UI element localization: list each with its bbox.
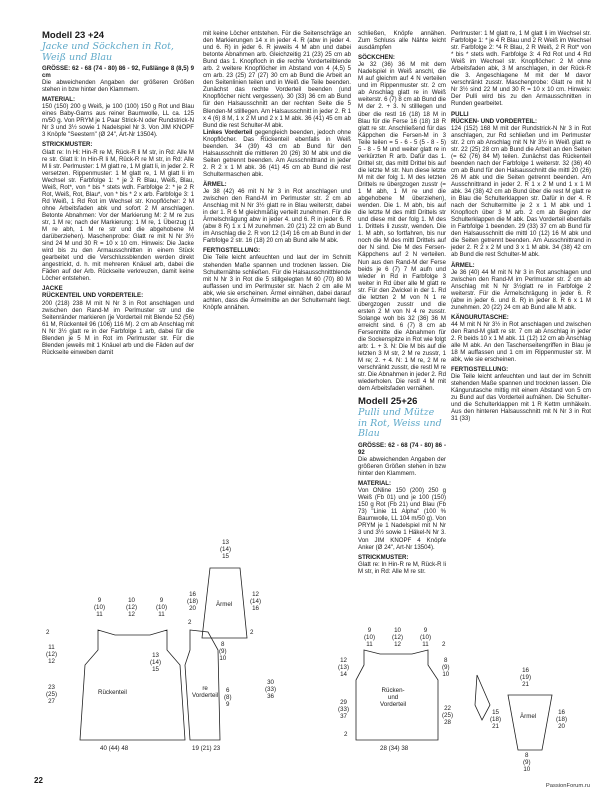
model-25-subtitle: Pulli und Mütze in Rot, Weiss und Blau [358,407,442,440]
column-middle [203,30,351,311]
material-heading-2: MATERIAL: [358,480,392,488]
pulli-dim-left-a: 12 (13) 14 [338,657,350,678]
sleeve-piece-label: Ärmel [216,601,233,608]
pulli-dim-bottom: 28 (34) 38 [380,745,409,752]
material-text-2: Von ONline 150 (200) 250 g Weiß (Fb 01) und je 100 (150) 150 g Rot (Fb 21) und Blau (Fb 73) "Linie 11 Alpha" (100 % Baumwolle, LL 104 m/50 g). Von PRYM je 1 Nadelspiel mit N Nr 3 und 3½ sowie 1 Häkel-N Nr 3. Von JIM KNOPF 4 Knöpfe Anker (Ø 24", Art-Nr 13504). [358,487,446,551]
pulli-dim-top-b: 10 (12) 12 [392,627,404,648]
pulli-dim-right-a: 8 (9) 10 [442,657,450,678]
pulli-dim-sleeve-top: 16 (19) 21 [520,667,532,688]
pulli-dim-sleeve-right: 16 (18) 20 [556,709,568,730]
model-25-title: Modell 25+26 [358,396,418,408]
pulli-dim-left-b: 29 (33) 37 [338,699,350,720]
dim-bottom-front: 19 (21) 23 [192,745,221,752]
pulli-schematic [330,610,600,773]
jacke-schematic [40,540,280,770]
dim-sleeve-left2: 2 [250,629,254,636]
pulli-patterns-text: Perlmuster: 1 M glatt re, 1 M glatt li im Wechsel str. Farbfolge 1: * je 4 R Blau und 2 R Weiß im Wechsel str. Farbfolge 2: *4 R Blau, 2 R Weiß, 2 R Rot* von * bis * stets wdh. Farbfolge 3: 4 Rd Rot und 4 Rd Weiß im Wechsel str. Knopflöcher: 2 M ohne Arbeitsfaden abk, 3 M anschlagen, in der Rück-R die 3. Angeschlagene M mit der M davor verschränkt zusstr. Maschenprobe: Glatt re mit N Nr 3½ sind 22 M und 30 R = 10 x 10 cm. Hinweis: Der Pulli wird bis zu den Armausschnitten in Runden gearbeitet. [451,30,591,108]
column-right [451,30,591,423]
pulli-dim-right-b: 22 (25) 28 [442,705,454,726]
dim-top-a: 9 (10) 11 [94,597,106,618]
dim-left-a: 2 [46,629,50,636]
dim-right-b: 30 (33) 36 [265,679,277,700]
stitch-heading: STRICKMUSTER: [42,141,93,149]
jacke-continued-text: mit keine Löcher entstehen. Für die Seitenschräge an den Markierungen 14 x in jeder 4. R (abw in jeder 4. und 6. R) in jeder 6. R jeweils 4 M abn und dabei betonte Abnahmen arb. Gleichzeitig 21 (23) 25 cm ab Bund das 1. Knopfloch in die rechte Vorderteilblende arb. 2 weitere Knopflöcher im Abstand von 4 (4,5) 5 cm arb. 23 (25) 27 (27) 30 cm ab Bund die Arbeit an den Seitenlinien teilen und in Weiß die Teile beenden. Zunächst das rechte Vorderteil beenden (und Knopflöcher nicht vergessen). 30 (33) 36 cm ab Bund für den Halsausschnitt an der rechten Seite die 5 Blenden-M stilllegen. Am Halsausschnitt in jeder 2. R 1 x 4 (6) 8 M, 1 x 2 M und 2 x 1 M abk. 36 (41) 45 cm ab Bund die rest Schulter-M abk. [203,30,352,129]
dim-bottom-back: 40 (44) 48 [100,745,129,752]
jacke-subheading: RÜCKENTEIL UND VORDERTEILE: [42,292,144,300]
dim-sleeve-right: 12 (14) 16 [250,591,262,612]
pulli-dim-right-top: 2 [442,641,446,648]
material-heading: MATERIAL: [42,96,76,104]
jacke-text: 200 (218) 238 M mit N Nr 3 in Rot anschlagen und zwischen den Rand-M im Perlmuster str und die Seitenränder markieren (je Vorderteil mit Blende 52 (56) 61 M, Rückenteil 96 (106) 116 M). 2 cm ab Anschlag mit N Nr 3½ glatt re in der Farbfolge 1 arb, dabei für die Blenden je 5 M in Rot im Perlmuster str. Für die Blenden jeweils mit 1 Knäuel arb und die Fäden auf der Rückseite einweben damit [42,299,194,356]
column-third [358,30,446,575]
pulli-sleeve-label: Ärmel [520,713,537,720]
size-line-2: GRÖSSE: 62 - 68 (74 - 80) 86 - 92 [358,441,446,456]
stitch-text-2: Glatt re: In Hin-R re M, Rück-R li M str, in Rd: Alle M re str. [358,560,446,575]
dim-left-b: 11 (12) 12 [46,644,58,665]
pulli-dim-sleeve-left: 15 (18) 21 [490,709,502,730]
stitch-text: Glatt re: In Hi: Hin-R re M, Rück-R li M str, in Rd: Alle M re str. Glatt li: In Hin-R li M, Rück-R re M str, in Rd: Alle M li str. Perlmuster: 1 M glatt re, 1 M glatt li, in jeder 2. R versetzen. Rippenmuster: 1 M glatt re, 1 M glatt li im Wechsel str. Farbfolge 1: * je 2 R Blau, Weiß, Blau, Weiß, Rot*, von * bis * stets wdh. Farbfolge 2: * je 2 R Rot, Weiß, Rot, Blau*, von * bis * 2 x arb. Farbfolge 3: 1 Rd Weiß, 1 Rd Rot im Wechsel str. Knopflöcher: 2 M ohne Arbeitsfaden abk und sofort 2 M anschlagen. Betonte Abnahmen: Vor der Markierung M: 2 M re zus str, 1 M re; nach der Markierung: 1 M re, 1 Überzug (1 M re abh, 1 M re str und die abgehobene M darüberziehen). Maschenprobe: Glatt re mit N Nr 3½ sind 24 M und 30 R = 10 x 10 cm. Hinweis: Die Jacke wird bis zu den Armausschnitten in einem Stück gearbeitet und die Verschlussblenden werden direkt angestrickt, d. h. mit mehreren Knäuel arb, dabei die Fäden auf der Arb. Rückseite verkreuzen, damit keine Löcher entstehen. [42,148,194,283]
watermark: PassionForum.ru [545,783,590,789]
pulli-dim-top-c: 9 (10) 11 [420,627,432,648]
fertigstellung-heading: FERTIGSTELLUNG: [203,247,261,255]
jacke-heading: JACKE [42,285,63,293]
dim-right-c: 6 (8) 9 [224,687,232,708]
dim-left-c: 23 (25) 27 [46,684,58,705]
pulli-fertig-heading: FERTIGSTELLUNG: [451,366,509,374]
aermel-heading: ÄRMEL: [203,180,227,188]
socken-heading: SÖCKCHEN: [358,54,395,62]
size-line: GRÖSSE: 62 - 68 (74 - 80) 86 - 92, Fußlänge 8 (8,5) 9 cm [42,65,194,80]
pulli-aermel-heading: ÄRMEL: [451,261,475,269]
pulli-text: 124 (152) 168 M mit der Rundstrick-N Nr 3 in Rot anschlagen, zur Rd schließen und im Perlmuster str. 2 cm ab Anschlag mit N Nr 3½ in Weiß glatt re str. 22 (25) 28 cm ab Bund die Arbeit an den Seiten (= 62 (76) 84 M) teilen. Zunächst das Rückenteil beenden nach der Farbfolge 1 weiterstr. 32 (36) 40 cm ab Bund für den Halsausschnitt die mittl 20 (26) 26 M abk und die Seiten getrennt beenden. Am Ausschnittrand in jeder 2. R 1 x 2 M und 1 x 1 M abk. 34 (38) 42 cm ab Bund über die rest M glatt re in Blau die Schulterklappen str. Dafür in der 4. R nach der Schultermitte je 2 x 1 M abk und 1 Knopfloch über 3 M arb. 2 cm ab Beginn der Schulterklappen die M abk. Das Vorderteil ebenfalls in Farbfolge 1 beenden. 29 (33) 37 cm ab Bund für den Halsausschnitt die mittl 10 (12) 16 M abk und die Seiten getrennt beenden. Am Ausschnittrand in jeder 2. R 2 x 2 M und 3 x 1 M abk. 34 (38) 42 cm ab Bund die rest Schulter-M abk. [451,124,591,259]
front-piece-label: re Vorderteil [192,685,219,699]
pulli-aermel-text: Je 36 (40) 44 M mit N Nr 3 in Rot anschlagen und zwischen den Rand-M im Perlmuster str. 2 cm ab Anschlag mit N Nr 3½glatt re in Farbfolge 2 weiterstr. Für die Ärmelschrägung in jeder 6. R (abw in jeder 6. und 8. R) in jeder 8. R 6 x 1 M zunehmen. 20 (22) 24 cm ab Bund alle M abk. [451,268,591,311]
pulli-subheading: RÜCKEN- UND VORDERTEIL: [451,117,537,125]
back-piece-label: Rückenteil [98,689,127,696]
model-23-subtitle: Jacke und Söckchen in Rot, Weiß und Blau [42,41,174,63]
pulli-fertig-text: Die Teile leicht anfeuchten und laut der im Schnitt stehenden Maße spannen und trocknen lassen. Die Kängurutasche mittig mit einem Abstand von 5 cm zu Bund auf das Vorderteil aufnähen. Die Schulter- und die Schulterklappen mit 1 R Kettm umhäkeln. Aus den hinteren Halsausschnitt mit N Nr 3 in Rot 31 (33) [451,373,591,423]
linkes-vorderteil-text: gegengleich beenden, jedoch ohne Knopflöcher. Das Rückenteil ebenfalls in Weiß beenden. 34 (39) 43 cm ab Bund für den Halsausschnitt die mittleren 20 (26) 30 M abk und die Seiten getrennt beenden. Am Ausschnittrand in jeder 2. R 2 x 1 M abk. 36 (41) 45 cm ab Bund die rest Schultermaschen abk. [203,128,351,178]
pulli-heading: PULLI [451,110,469,118]
pulli-dim-left-bottom: 2 [344,731,348,738]
size-note: Die abweichenden Angaben der größeren Größen stehen in bzw hinter den Klammern. [42,79,194,94]
pulli-dim-sleeve-bottom: 8 (9) 10 [523,752,531,773]
dim-top-c: 9 (10) 11 [156,597,168,618]
aermel-text: Je 38 (42) 46 mit N Nr 3 in Rot anschlagen und zwischen den Rand-M im Perlmuster str. 2 cm ab Anschlag mit N Nr 3½ glatt re in Blau weiterstr, dabei in der 1. R 6 M gleichmäßig verteilt zunehmen. Für die Ärmelschrägung abw in jeder 4. und 6. R in jeder 6. R (abw 8 R) 1 x 1 M zunehmen. 20 (21) 22 cm ab Bund im Anschlag die 2. R von 12 (14) 16 cm ab Bund in der Farbfolge 2 str. 16 (18) 20 cm ab Bund alle M abk. [203,188,351,245]
fertigstellung-text: Die Teile leicht anfeuchten und laut der im Schnitt stehenden Maße spannen und trocknen lassen. Die Schulternähte schließen. Für die Halsausschnittblende mit N Nr 3 in Rot die 5 stillgelegten M 60 (70) 80 M auffassen und im Perlmuster str. Nach 2 cm alle M abk, wie sie erscheinen. Ärmel einnähen, dabei darauf achten, dass die Ärmelmitte an der Schulternaht liegt. Knöpfe annähen. [203,254,351,311]
socken-text: Je 32 (36) 36 M mit dem Nadelspiel in Weiß anschl, die M auf gleichm auf 4 N verteilen und im Rippenmuster str. 2 cm ab Anschlag glatt re in Weiß weiterstr. 6 (7) 8 cm ab Bund die M der 2. + 3. N stilllegen und über die restl 16 (18) 18 M in Blau für die Ferse 16 (18) 18 R glatt re str. Anschließend für das Käppchen die Fersen-M in 3 Teile teilen = 5 - 6 - 5 (5 - 8 - 5) 5 - 8 - 5 M und weiter glatt re in verkürzten R arb. Dafür das 1. Drittel str, das mittl Drittel bis auf die letzte M str. Nun diese letzte M mit der folg 1. M des letzten Drittels re übergzogen zusstr (= 1 M abh, 1 M re und die abgehobene M überziehen), wenden. Die 1. M abh, bis auf die letzte M des mittl Drittels str und diese mit der folg 1. M des 1. Drittels li zusstr, wenden. Die 1. M abh, so fortfahren, bis nur noch die M des mittl Drittels auf der N sind. Die M des Fersen-Käppchens auf 2 N verteilen. Nun aus den Rand-M der Ferse beids je 6 (7) 7 M aufn und wieder in Rd in Farbfolge 3 weiter in Rd über alle M glatt re str. Für den Zwickel in der 1. Rd die letzten 2 M von N 1 re übergzogen zusstr und die ersten 2 M von N 4 re zusstr. Solange woh bis 32 (36) 36 M erreicht sind. 6 (7) 8 cm ab Fersenmitte die Abnahmen für die Sockenspitze in Rot wie folgt arb: 1. + 3. N: Die M bis auf die letzten 3 M str, 2 M re zusstr, 1 M re; 2. + 4. N: 1 M re, 2 M re verschränkt zusstr, die restl M re str. Die Abnahmen in jeder 2. Rd wiederholen. Die restl 4 M mit dem Arbeitsfaden vernähen. [358,61,446,393]
dim-top-b: 10 (12) 12 [126,597,138,618]
dim-front-top: 2 [188,619,192,626]
material-text: 150 (150) 200 g Weiß, je 100 (100) 150 g Rot und Blau eines Baby-Garns aus reiner Baumwolle, LL ca. 125 m/50 g. Von PRYM je 1 Paar Strick-N oder Rundstrick-N Nr 3 und 3½ sowie 1 Nadelspiel Nr 3. Von JIM KNOPF 3 Knöpfe "Seestern" (Ø 24", Art-Nr 13504). [42,103,194,139]
dim-sleeve-top: 13 (14) 15 [220,539,232,560]
size-note-2: Die abweichenden Angaben der größeren Größen stehen in bzw hinter den Klammern. [358,455,446,478]
kaenguru-heading: KÄNGURUTASCHE: [451,313,509,321]
pulli-body-label: Rücken- und Vorderteil [380,687,407,708]
column-left [42,30,194,356]
kaenguru-text: 44 M mit N Nr 3½ in Rot anschlagen und zwischen den Rand-M glatt re str. 7 cm ab Anschlag in jeder 2. R beids 10 x 1 M abk. 11 (12) 12 cm ab Anschlag alle M abk. An den Taschenseitengriffen in Blau je 18 M auffassen und 1 cm im Rippenmuster str. M abk, wie sie erscheinen. [451,320,591,364]
pulli-dim-top-a: 9 (10) 11 [364,627,376,648]
dim-sleeve-left: 16 (18) 20 [187,591,199,612]
linkes-vorderteil-heading: Linkes Vorderteil [203,128,253,136]
model-23-title: Modell 23 +24 [42,30,105,41]
dim-sleeve-bottom: 8 (9) 10 [219,641,227,662]
page-number: 22 [34,776,43,785]
dim-right-a: 13 (14) 15 [150,652,162,673]
stitch-heading-2: STRICKMUSTER: [358,553,409,561]
finish-text: schließen, Knöpfe annähen. Zum Schluss alle Nähte leicht ausdämpfen [358,30,446,52]
